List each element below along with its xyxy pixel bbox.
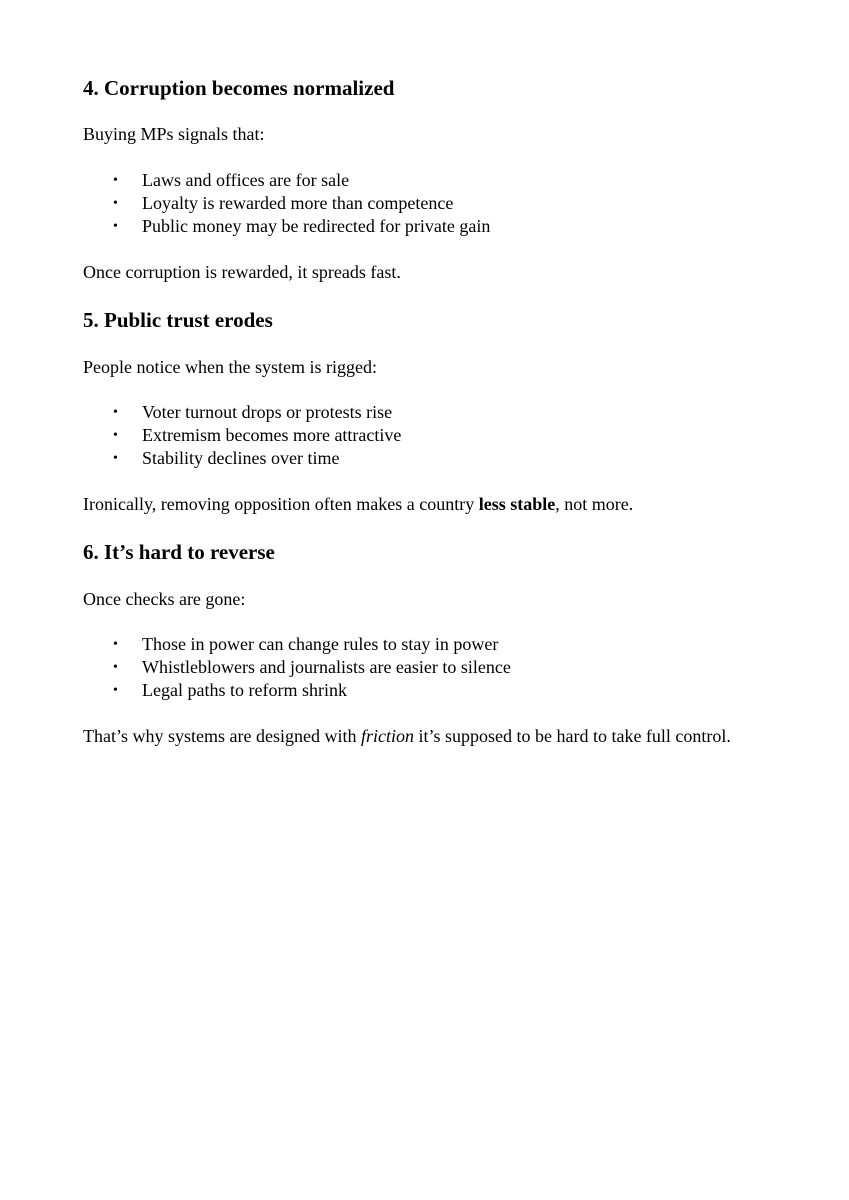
bullet-icon: •	[113, 173, 118, 188]
section-5-intro: People notice when the system is rigged:	[83, 357, 377, 377]
list-item: • Stability declines over time	[113, 448, 340, 468]
section-4-intro: Buying MPs signals that:	[83, 124, 265, 144]
bullet-icon: •	[113, 451, 118, 466]
list-item: • Loyalty is rewarded more than competence	[113, 193, 454, 213]
list-item: • Whistleblowers and journalists are easier to silence	[113, 657, 511, 677]
bullet-icon: •	[113, 683, 118, 698]
section-5-bullet-list	[83, 401, 401, 470]
emphasis-bold: less stable	[478, 494, 556, 514]
bullet-icon: •	[113, 219, 118, 234]
section-6-intro: Once checks are gone:	[83, 589, 246, 609]
section-6-heading: 6. It’s hard to reverse	[83, 540, 275, 564]
bullet-icon: •	[113, 196, 118, 211]
section-4-heading: 4. Corruption becomes normalized	[83, 76, 395, 100]
list-item: • Public money may be redirected for private gain	[113, 216, 491, 236]
section-4-bullet-list	[83, 169, 490, 238]
list-item: • Extremism becomes more attractive	[113, 425, 402, 445]
bullet-icon: •	[113, 660, 118, 675]
section-6-conclusion: That’s why systems are designed with friction it’s supposed to be hard to take full control.	[83, 726, 731, 746]
list-item: • Voter turnout drops or protests rise	[113, 402, 393, 422]
section-5-heading: 5. Public trust erodes	[83, 308, 273, 332]
list-item: • Laws and offices are for sale	[113, 170, 350, 190]
bullet-icon: •	[113, 428, 118, 443]
list-item: • Those in power can change rules to stay in power	[113, 634, 499, 654]
bullet-icon: •	[113, 637, 118, 652]
emphasis-italic: friction	[360, 726, 414, 746]
section-5-conclusion: Ironically, removing opposition often makes a country less stable, not more.	[83, 494, 634, 514]
bullet-icon: •	[113, 405, 118, 420]
section-6-bullet-list	[83, 633, 511, 702]
list-item: • Legal paths to reform shrink	[113, 680, 347, 700]
section-4-conclusion: Once corruption is rewarded, it spreads fast.	[83, 262, 401, 282]
